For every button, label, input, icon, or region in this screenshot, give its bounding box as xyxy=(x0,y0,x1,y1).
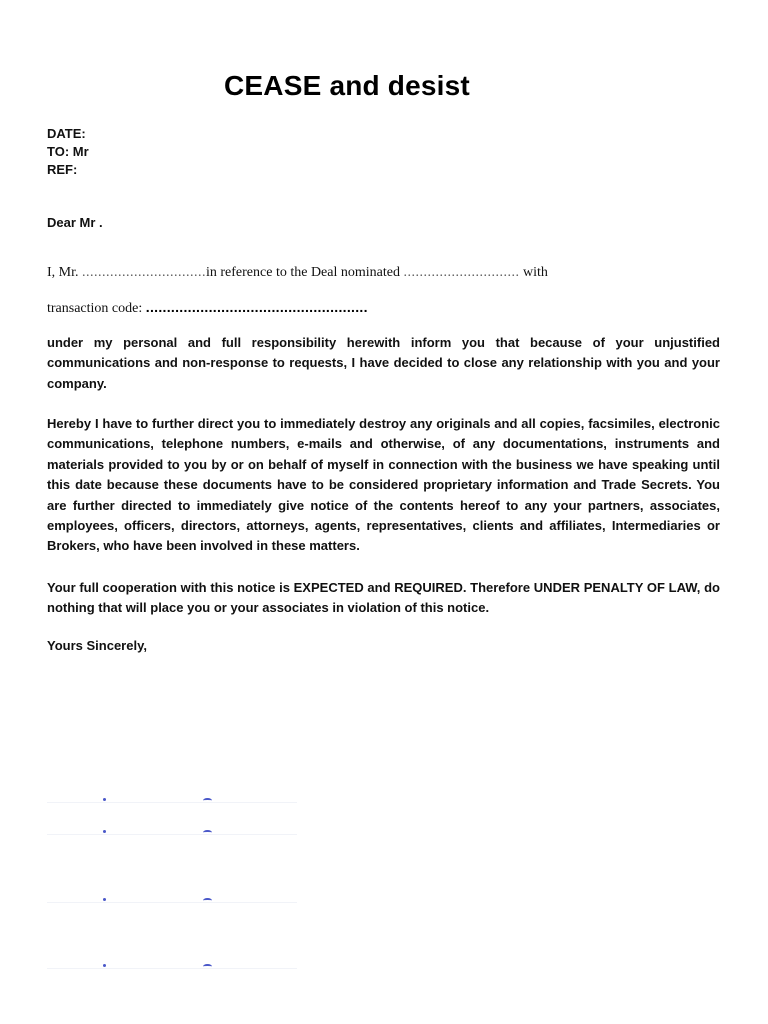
faint-line-bar xyxy=(47,902,297,903)
blue-dot-mark xyxy=(103,964,106,967)
blue-arc-mark xyxy=(203,830,212,835)
blue-dot-mark xyxy=(103,830,106,833)
blue-arc-mark xyxy=(203,798,212,803)
letter-header xyxy=(47,125,89,179)
paragraph-destroy-documents: Hereby I have to further direct you to immediately destroy any originals and all copies, facsimiles, electronic communications, telephone numbers, e-mails and otherwise, of any documentations, instruments and materials provided to you by or on behalf of myself in connection with the business we have speaking until this date because these documents have to be considered proprietary information and Trade Secrets. You are further directed to immediately give notice of the contents hereof to any your partners, associates, employees, officers, directors, attorneys, agents, representatives, clients and affiliates, Intermediaries or Brokers, who have been involved in these matters. xyxy=(47,416,720,554)
transaction-code-label: transaction code: xyxy=(47,301,146,316)
ref-label: REF: xyxy=(47,162,78,177)
paragraph-responsibility: under my personal and full responsibility herewith inform you that because of your unjustified communications and non-response to requests, I have decided to close any relationship with you and your company. xyxy=(47,335,720,391)
salutation: Dear Mr . xyxy=(47,215,103,230)
blue-dot-mark xyxy=(103,798,106,801)
blue-dot-mark xyxy=(103,898,106,901)
closing: Yours Sincerely, xyxy=(47,638,147,653)
faint-signature-line xyxy=(47,896,297,908)
faint-signature-line xyxy=(47,796,297,808)
reference-suffix: with xyxy=(519,265,548,280)
faint-line-bar xyxy=(47,834,297,835)
to-label: TO: Mr xyxy=(47,144,89,159)
letter-title: CEASE and desist xyxy=(224,70,470,101)
faint-line-bar xyxy=(47,968,297,969)
date-label: DATE: xyxy=(47,126,86,141)
deal-blank: ............................. xyxy=(403,265,520,280)
transaction-code-blank: ..................................................... xyxy=(145,299,368,315)
reference-prefix: I, Mr. xyxy=(47,265,82,280)
blue-arc-mark xyxy=(203,964,212,969)
faint-signature-line xyxy=(47,962,297,974)
reference-middle: in reference to the Deal nominated xyxy=(206,265,404,280)
paragraph-cooperation: Your full cooperation with this notice is EXPECTED and REQUIRED. Therefore UNDER PENALTY OF LAW, do nothing that will place you or your associates in violation of this notice. xyxy=(47,580,720,616)
transaction-code-line xyxy=(47,299,368,317)
name-blank: ............................... xyxy=(82,265,206,280)
blue-arc-mark xyxy=(203,898,212,903)
faint-line-bar xyxy=(47,802,297,803)
faint-signature-line xyxy=(47,828,297,840)
reference-line xyxy=(47,265,548,281)
